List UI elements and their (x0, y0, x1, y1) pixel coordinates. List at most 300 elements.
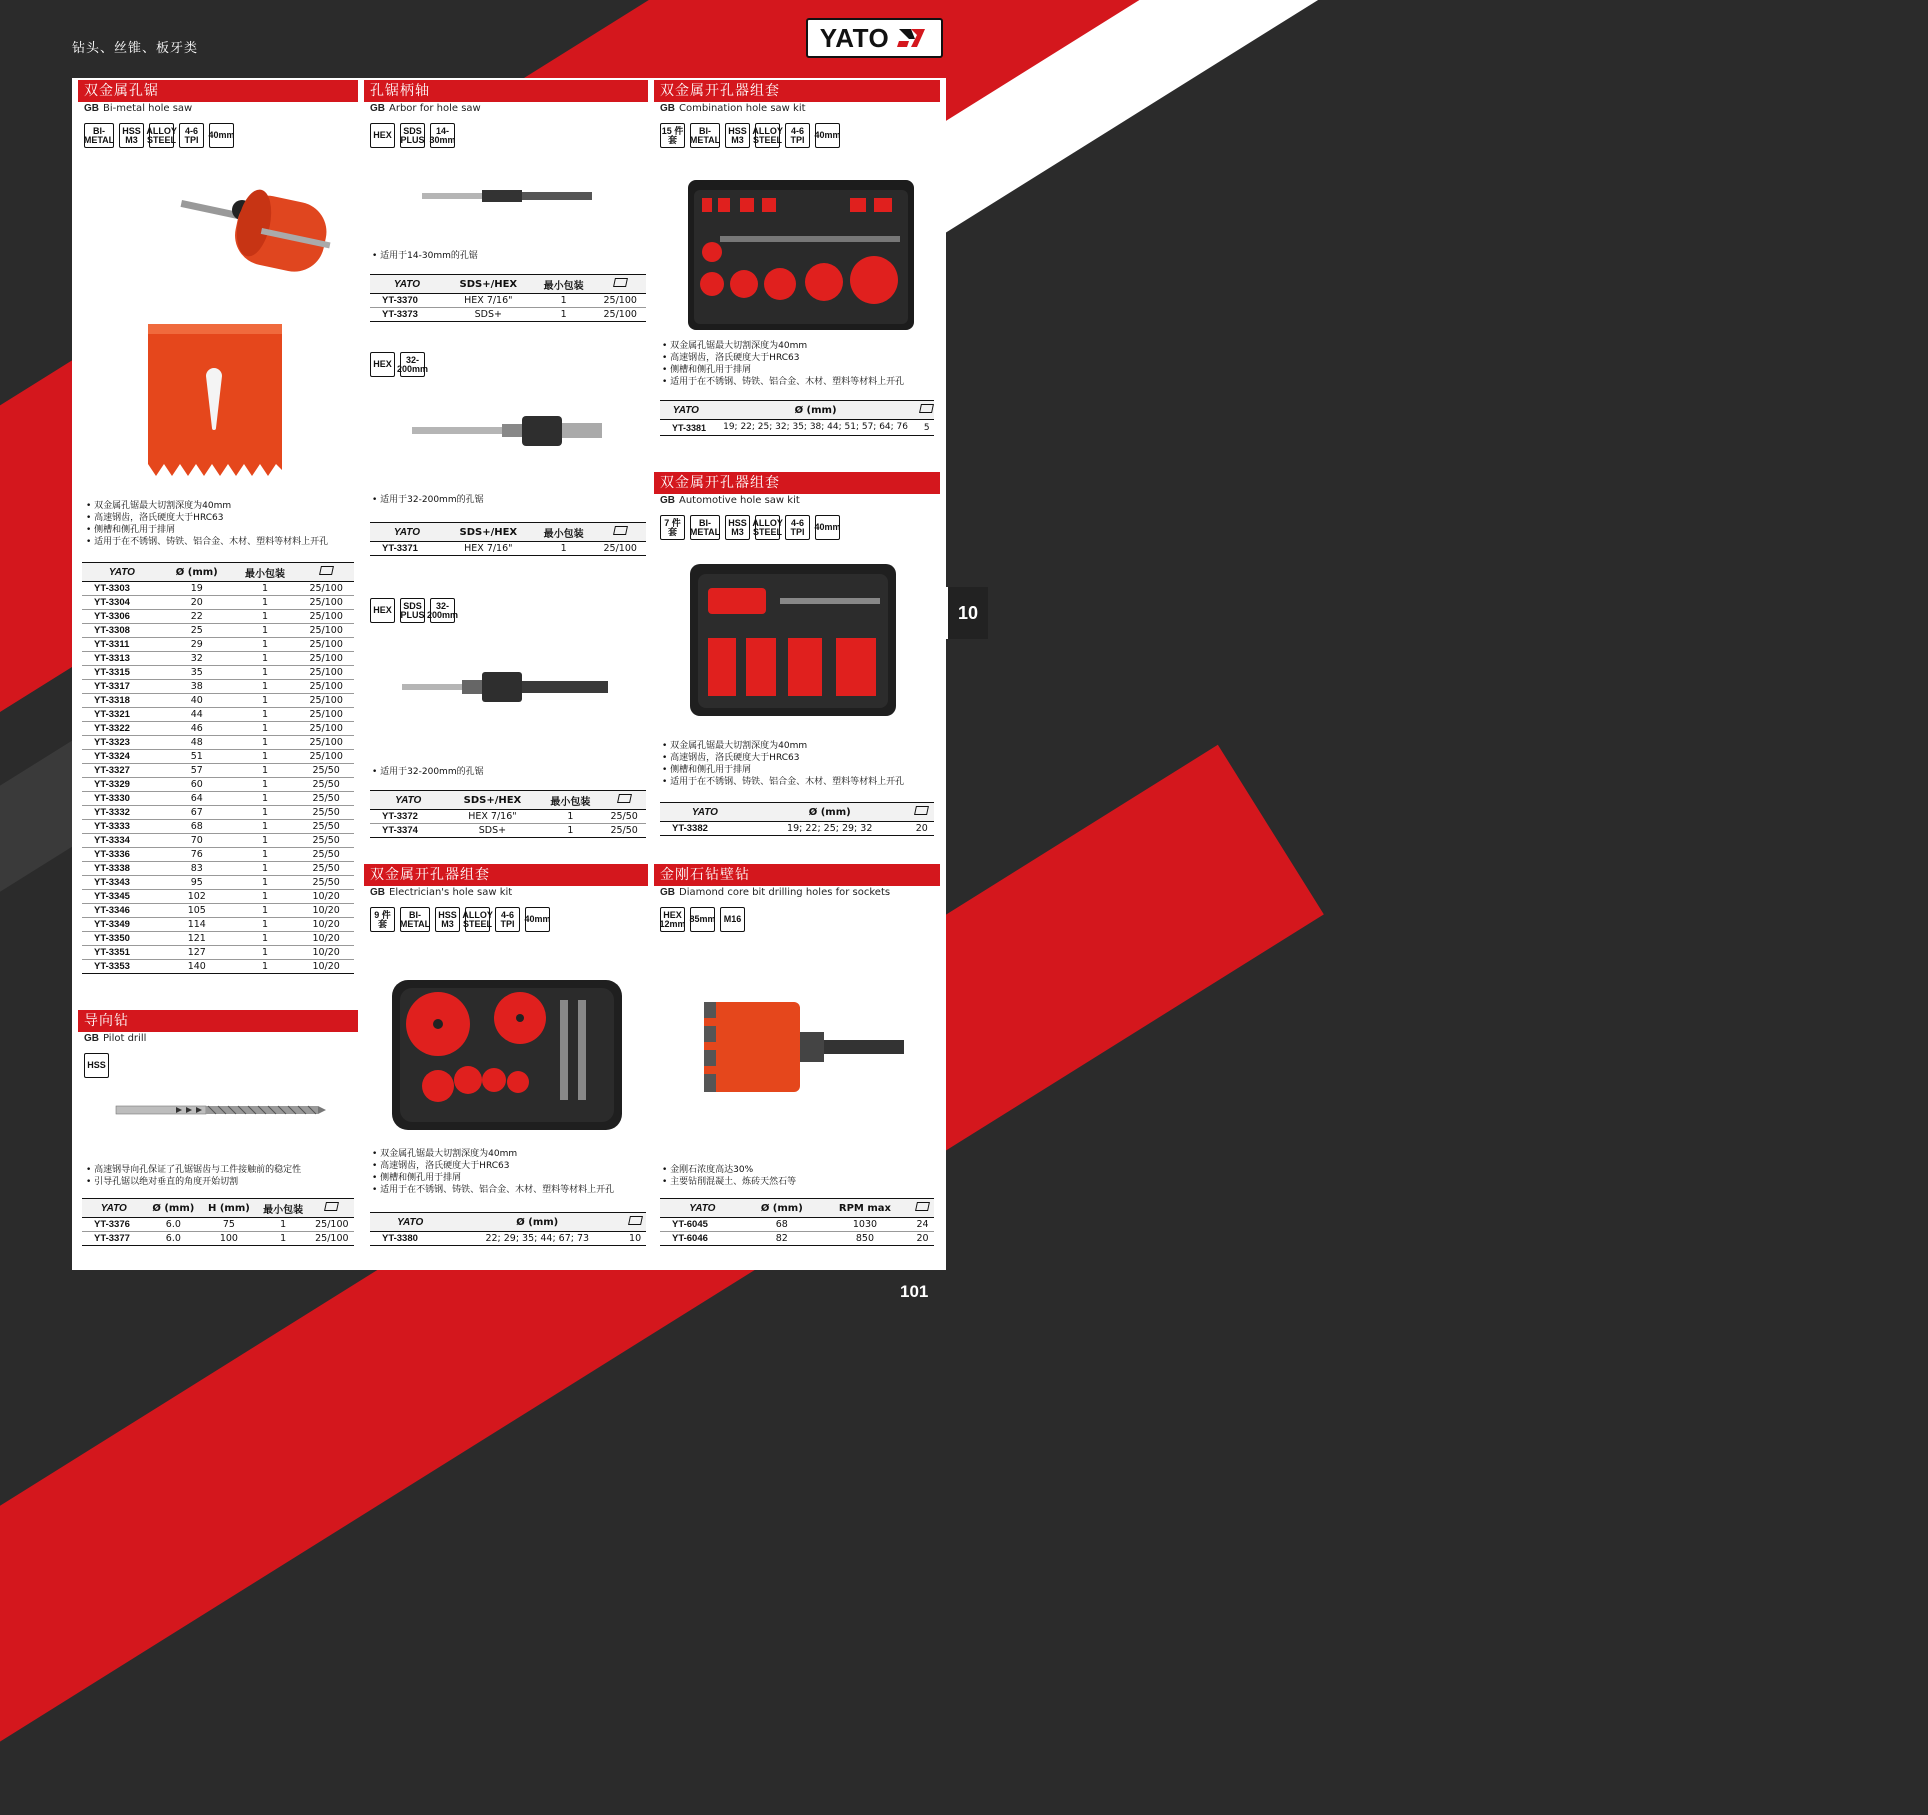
table-cell: 25/50 (298, 848, 354, 862)
length-icon: 85mm (690, 907, 715, 932)
alloy-steel-icon: ALLOY STEEL (755, 123, 780, 148)
bullet-item: • 适用于在不锈钢、铸铁、铝合金、木材、塑料等材料上开孔 (372, 1184, 648, 1196)
table-cell: 19 (162, 582, 232, 596)
combination-bullets (654, 340, 940, 388)
part-number-cell: YT-3338 (82, 862, 162, 876)
table-row (82, 848, 354, 862)
col-shank: SDS+/HEX (446, 791, 538, 810)
hex-icon: HEX (370, 123, 395, 148)
section-title: 金刚石钻壁钻 (654, 864, 940, 886)
arbor-note-a: • 适用于14-30mm的孔锯 (372, 251, 478, 261)
section-bimetal-hole-saw (78, 80, 358, 151)
table-cell: 10/20 (298, 932, 354, 946)
table-row (660, 822, 934, 836)
part-number-cell: YT-3353 (82, 960, 162, 974)
table-cell: 140 (162, 960, 232, 974)
tpi-icon: 4-6 TPI (179, 123, 204, 148)
col-min-pack: 最小包装 (533, 523, 595, 542)
bullet-item: • 高速钢齿，洛氏硬度大于HRC63 (86, 512, 358, 524)
table-cell: 100 (201, 1232, 256, 1246)
col-shank: SDS+/HEX (444, 275, 533, 294)
chapter-tab: 10 (946, 587, 988, 639)
sds-plus-icon: SDS PLUS (400, 598, 425, 623)
section-title: 孔锯柄轴 (364, 80, 648, 102)
table-cell: 10/20 (298, 904, 354, 918)
table-cell: 25/50 (298, 834, 354, 848)
table-cell: 1 (232, 722, 299, 736)
feature-icons (654, 907, 940, 935)
table-cell: 1 (232, 596, 299, 610)
size-range-icon: 32-200mm (400, 352, 425, 377)
table-cell: SDS+ (444, 308, 533, 322)
table-cell: 25/50 (298, 764, 354, 778)
electricians-spec-table (370, 1212, 646, 1246)
table-cell: 25/50 (298, 778, 354, 792)
electricians-kit-case-image (392, 980, 622, 1130)
part-number-cell: YT-3332 (82, 806, 162, 820)
table-cell: 10 (624, 1232, 646, 1246)
hex-shank-icon: HEX 12mm (660, 907, 685, 932)
depth-icon: 40mm (815, 123, 840, 148)
part-number-cell: YT-3343 (82, 876, 162, 890)
brand-logo (806, 18, 943, 58)
diamond-spec-table (660, 1198, 934, 1246)
part-number-cell: YT-3327 (82, 764, 162, 778)
feature-icons (654, 515, 940, 543)
arbor-note-c: • 适用于32-200mm的孔锯 (372, 767, 484, 777)
content-panel (72, 78, 946, 1270)
bimetal-icon: BI-METAL (690, 515, 720, 540)
table-cell: 1 (232, 890, 299, 904)
table-row (370, 294, 646, 308)
col-height: H (mm) (201, 1199, 256, 1218)
part-number-cell: YT-3333 (82, 820, 162, 834)
part-number-cell: YT-3321 (82, 708, 162, 722)
table-cell: 10/20 (298, 946, 354, 960)
sds-plus-icon: SDS PLUS (400, 123, 425, 148)
hss-icon: HSS M3 (119, 123, 144, 148)
part-number-cell: YT-3345 (82, 890, 162, 904)
hole-saw-with-arbor-image (182, 178, 352, 278)
part-number-cell: YT-3380 (370, 1232, 450, 1246)
bullet-item: • 引导孔锯以绝对垂直的角度开始切割 (86, 1176, 358, 1188)
section-electricians-kit (364, 864, 648, 935)
page-number: 101 (900, 1282, 929, 1301)
col-package-icon (298, 563, 354, 582)
col-min-pack: 最小包装 (257, 1199, 310, 1218)
table-cell: 5 (919, 420, 934, 436)
table-cell: 1 (232, 582, 299, 596)
table-cell: 25/100 (298, 596, 354, 610)
col-package-icon (594, 275, 646, 294)
table-cell: 1 (533, 542, 595, 556)
part-number-cell: YT-3371 (370, 542, 444, 556)
table-row (82, 764, 354, 778)
section-combination-kit (654, 80, 940, 151)
table-cell: 1 (232, 946, 299, 960)
col-shank: SDS+/HEX (444, 523, 533, 542)
bimetal-icon: BI-METAL (400, 907, 430, 932)
table-cell: 10/20 (298, 890, 354, 904)
table-cell: 25 (162, 624, 232, 638)
depth-icon: 40mm (815, 515, 840, 540)
arbor-hex-image (412, 414, 612, 448)
bullet-item: • 适用于在不锈钢、铸铁、铝合金、木材、塑料等材料上开孔 (86, 536, 358, 548)
feature-icons (654, 123, 940, 151)
part-number-cell: YT-3318 (82, 694, 162, 708)
arbor-icons-c (364, 598, 459, 626)
table-row (82, 624, 354, 638)
table-row (82, 946, 354, 960)
part-number-cell: YT-3324 (82, 750, 162, 764)
hss-icon: HSS M3 (725, 123, 750, 148)
table-cell: 19; 22; 25; 29; 32 (750, 822, 910, 836)
table-row (82, 960, 354, 974)
table-cell: 1 (232, 806, 299, 820)
bullet-item: • 侧槽和侧孔用于排屑 (372, 1172, 648, 1184)
table-cell: 1 (232, 736, 299, 750)
arbor-table-b (370, 522, 646, 556)
table-row (660, 420, 934, 436)
table-cell: 1 (232, 764, 299, 778)
table-cell: 24 (911, 1218, 934, 1232)
table-cell: 25/100 (298, 750, 354, 764)
section-title: 双金属开孔器组套 (364, 864, 648, 886)
feature-icons (78, 123, 358, 151)
table-row (82, 694, 354, 708)
table-cell: 22; 29; 35; 44; 67; 73 (450, 1232, 624, 1246)
arbor-small-image (422, 184, 592, 208)
col-package-icon (911, 1199, 934, 1218)
hole-saw-image (148, 318, 282, 478)
table-row (82, 596, 354, 610)
table-row (82, 750, 354, 764)
table-row (370, 1232, 646, 1246)
col-diameter: Ø (mm) (162, 563, 232, 582)
part-number-cell: YT-3304 (82, 596, 162, 610)
table-cell: 1 (232, 624, 299, 638)
bullet-item: • 适用于在不锈钢、铸铁、铝合金、木材、塑料等材料上开孔 (662, 376, 940, 388)
table-cell: HEX 7/16" (444, 542, 533, 556)
table-row (82, 666, 354, 680)
box-icon (324, 1202, 339, 1211)
table-cell: 6.0 (146, 1218, 202, 1232)
section-arbor (364, 80, 648, 151)
table-cell: 20 (162, 596, 232, 610)
table-cell: 1 (232, 820, 299, 834)
table-row (82, 652, 354, 666)
table-cell: 29 (162, 638, 232, 652)
col-diameter: Ø (mm) (750, 803, 910, 822)
alloy-steel-icon: ALLOY STEEL (465, 907, 490, 932)
part-number-cell: YT-3329 (82, 778, 162, 792)
table-cell: 67 (162, 806, 232, 820)
table-cell: 25/50 (298, 820, 354, 834)
table-cell: 64 (162, 792, 232, 806)
section-subtitle: GB Electrician's hole saw kit (370, 887, 513, 898)
table-cell: 1 (232, 792, 299, 806)
thread-icon: M16 (720, 907, 745, 932)
table-cell: 68 (162, 820, 232, 834)
table-cell: 1030 (819, 1218, 911, 1232)
gb-mark: GB (84, 103, 99, 114)
col-package-icon (310, 1199, 354, 1218)
table-row (82, 610, 354, 624)
table-cell: 1 (232, 862, 299, 876)
table-cell: 19; 22; 25; 32; 35; 38; 44; 51; 57; 64; 76 (712, 420, 920, 436)
table-row (82, 820, 354, 834)
table-row (82, 1232, 354, 1246)
tpi-icon: 4-6 TPI (495, 907, 520, 932)
table-cell: 850 (819, 1232, 911, 1246)
col-yato: YATO (660, 401, 712, 420)
bimetal-icon: BI-METAL (84, 123, 114, 148)
table-cell: 22 (162, 610, 232, 624)
pilot-bullets (78, 1164, 358, 1188)
table-cell: 35 (162, 666, 232, 680)
automotive-spec-table (660, 802, 934, 836)
bimetal-spec-table (82, 562, 354, 974)
table-row (82, 680, 354, 694)
table-cell: 25/50 (602, 810, 646, 824)
table-cell: 25/50 (298, 792, 354, 806)
table-cell: 105 (162, 904, 232, 918)
table-row (82, 890, 354, 904)
table-row (82, 708, 354, 722)
table-cell: 1 (232, 694, 299, 708)
table-row (370, 810, 646, 824)
table-cell: 1 (232, 610, 299, 624)
part-number-cell: YT-6045 (660, 1218, 745, 1232)
table-cell: 1 (257, 1232, 310, 1246)
pilot-drill-image (116, 1102, 326, 1118)
table-row (660, 1218, 934, 1232)
hss-icon: HSS M3 (435, 907, 460, 932)
diamond-bullets (654, 1164, 940, 1188)
bimetal-bullets (78, 500, 358, 548)
table-cell: 1 (232, 750, 299, 764)
table-cell: 25/100 (298, 624, 354, 638)
category-label: 钻头、丝锥、板牙类 (72, 41, 199, 56)
table-cell: 1 (538, 824, 602, 838)
table-cell: 10/20 (298, 960, 354, 974)
table-cell: 76 (162, 848, 232, 862)
table-cell: 25/100 (310, 1232, 354, 1246)
part-number-cell: YT-3373 (370, 308, 444, 322)
table-cell: 60 (162, 778, 232, 792)
part-number-cell: YT-3382 (660, 822, 750, 836)
table-cell: 38 (162, 680, 232, 694)
table-cell: 25/50 (298, 862, 354, 876)
part-number-cell: YT-3315 (82, 666, 162, 680)
bullet-item: • 侧槽和侧孔用于排屑 (662, 764, 940, 776)
table-cell: 1 (232, 778, 299, 792)
part-number-cell: YT-3372 (370, 810, 446, 824)
table-row (82, 932, 354, 946)
table-cell: 25/100 (310, 1218, 354, 1232)
piece-count-icon: 7 件套 (660, 515, 685, 540)
section-subtitle: GB Automotive hole saw kit (660, 495, 800, 506)
tpi-icon: 4-6 TPI (785, 123, 810, 148)
table-cell: 114 (162, 918, 232, 932)
part-number-cell: YT-3311 (82, 638, 162, 652)
section-subtitle: GB Bi-metal hole saw (84, 103, 193, 114)
table-cell: 1 (257, 1218, 310, 1232)
part-number-cell: YT-3308 (82, 624, 162, 638)
col-package-icon (624, 1213, 646, 1232)
table-cell: 25/100 (298, 638, 354, 652)
table-cell: 46 (162, 722, 232, 736)
electricians-bullets (364, 1148, 648, 1196)
piece-count-icon: 15 件套 (660, 123, 685, 148)
bullet-item: • 双金属孔锯最大切割深度为40mm (662, 340, 940, 352)
table-row (82, 876, 354, 890)
table-row (82, 834, 354, 848)
table-cell: 25/100 (298, 736, 354, 750)
part-number-cell: YT-3370 (370, 294, 444, 308)
table-cell: 32 (162, 652, 232, 666)
alloy-steel-icon: ALLOY STEEL (755, 515, 780, 540)
table-row (82, 806, 354, 820)
table-row (82, 638, 354, 652)
table-cell: 20 (911, 1232, 934, 1246)
table-cell: 1 (232, 708, 299, 722)
bullet-item: • 高速钢导向孔保证了孔锯锯齿与工件接触前的稳定性 (86, 1164, 358, 1176)
table-cell: 102 (162, 890, 232, 904)
table-row (82, 862, 354, 876)
part-number-cell: YT-3317 (82, 680, 162, 694)
bimetal-icon: BI-METAL (690, 123, 720, 148)
piece-count-icon: 9 件套 (370, 907, 395, 932)
table-cell: 1 (232, 876, 299, 890)
depth-icon: 40mm (209, 123, 234, 148)
bullet-item: • 适用于在不锈钢、铸铁、铝合金、木材、塑料等材料上开孔 (662, 776, 940, 788)
table-cell: 25/50 (298, 876, 354, 890)
part-number-cell: YT-3306 (82, 610, 162, 624)
alloy-steel-icon: ALLOY STEEL (149, 123, 174, 148)
col-diameter: Ø (mm) (146, 1199, 202, 1218)
table-cell: 51 (162, 750, 232, 764)
col-package-icon (602, 791, 646, 810)
table-cell: 127 (162, 946, 232, 960)
combination-kit-case-image (688, 180, 914, 330)
col-yato: YATO (82, 1199, 146, 1218)
arbor-sds-image (402, 670, 612, 704)
table-cell: 1 (538, 810, 602, 824)
table-row (660, 1232, 934, 1246)
bullet-item: • 双金属孔锯最大切割深度为40mm (372, 1148, 648, 1160)
col-yato: YATO (660, 1199, 745, 1218)
table-cell: 25/50 (602, 824, 646, 838)
table-cell: 1 (232, 918, 299, 932)
tpi-icon: 4-6 TPI (785, 515, 810, 540)
bullet-item: • 侧槽和侧孔用于排屑 (86, 524, 358, 536)
table-row (82, 722, 354, 736)
table-cell: HEX 7/16" (446, 810, 538, 824)
col-min-pack: 最小包装 (533, 275, 595, 294)
table-row (82, 918, 354, 932)
combination-spec-table (660, 400, 934, 436)
bullet-item: • 侧槽和侧孔用于排屑 (662, 364, 940, 376)
hex-icon: HEX (370, 352, 395, 377)
automotive-kit-case-image (690, 564, 896, 716)
table-cell: 95 (162, 876, 232, 890)
table-row (370, 542, 646, 556)
col-package-icon (910, 803, 934, 822)
size-range-icon: 32-200mm (430, 598, 455, 623)
table-row (370, 824, 646, 838)
col-yato: YATO (370, 1213, 450, 1232)
table-cell: HEX 7/16" (444, 294, 533, 308)
table-cell: 1 (232, 834, 299, 848)
table-cell: 10/20 (298, 918, 354, 932)
table-cell: 25/50 (298, 806, 354, 820)
table-row (82, 792, 354, 806)
table-cell: 40 (162, 694, 232, 708)
feature-icons (364, 907, 648, 935)
pilot-spec-table (82, 1198, 354, 1246)
col-yato: YATO (82, 563, 162, 582)
part-number-cell: YT-3346 (82, 904, 162, 918)
hss-icon: HSS (84, 1053, 109, 1078)
table-cell: 20 (910, 822, 934, 836)
table-cell: 1 (232, 680, 299, 694)
size-range-icon: 14-30mm (430, 123, 455, 148)
table-cell: 25/100 (594, 294, 646, 308)
part-number-cell: YT-3322 (82, 722, 162, 736)
col-min-pack: 最小包装 (232, 563, 299, 582)
table-cell: 44 (162, 708, 232, 722)
section-pilot-drill (78, 1010, 358, 1081)
table-cell: 75 (201, 1218, 256, 1232)
table-cell: SDS+ (446, 824, 538, 838)
bullet-item: • 双金属孔锯最大切割深度为40mm (86, 500, 358, 512)
col-min-pack: 最小包装 (538, 791, 602, 810)
part-number-cell: YT-3381 (660, 420, 712, 436)
table-cell: 6.0 (146, 1232, 202, 1246)
brand-name: YATO (819, 22, 890, 53)
col-diameter: Ø (mm) (450, 1213, 624, 1232)
box-icon (319, 566, 334, 575)
table-cell: 1 (232, 652, 299, 666)
part-number-cell: YT-3334 (82, 834, 162, 848)
table-cell: 1 (232, 666, 299, 680)
arbor-table-a (370, 274, 646, 322)
section-subtitle: GB Pilot drill (84, 1033, 147, 1044)
table-cell: 70 (162, 834, 232, 848)
table-cell: 25/100 (298, 652, 354, 666)
bullet-item: • 金刚石浓度高达30% (662, 1164, 940, 1176)
part-number-cell: YT-3323 (82, 736, 162, 750)
col-diameter: Ø (mm) (712, 401, 920, 420)
yato-mark-icon (895, 25, 929, 51)
table-cell: 1 (533, 294, 595, 308)
table-cell: 25/100 (298, 708, 354, 722)
depth-icon: 40mm (525, 907, 550, 932)
bullet-item: • 高速钢齿，洛氏硬度大于HRC63 (662, 352, 940, 364)
table-cell: 48 (162, 736, 232, 750)
part-number-cell: YT-3330 (82, 792, 162, 806)
table-row (82, 778, 354, 792)
table-cell: 82 (745, 1232, 819, 1246)
col-yato: YATO (370, 275, 444, 294)
table-cell: 25/100 (298, 666, 354, 680)
section-automotive-kit (654, 472, 940, 543)
section-subtitle: GB Combination hole saw kit (660, 103, 806, 114)
table-cell: 1 (232, 960, 299, 974)
table-cell: 68 (745, 1218, 819, 1232)
col-yato: YATO (660, 803, 750, 822)
